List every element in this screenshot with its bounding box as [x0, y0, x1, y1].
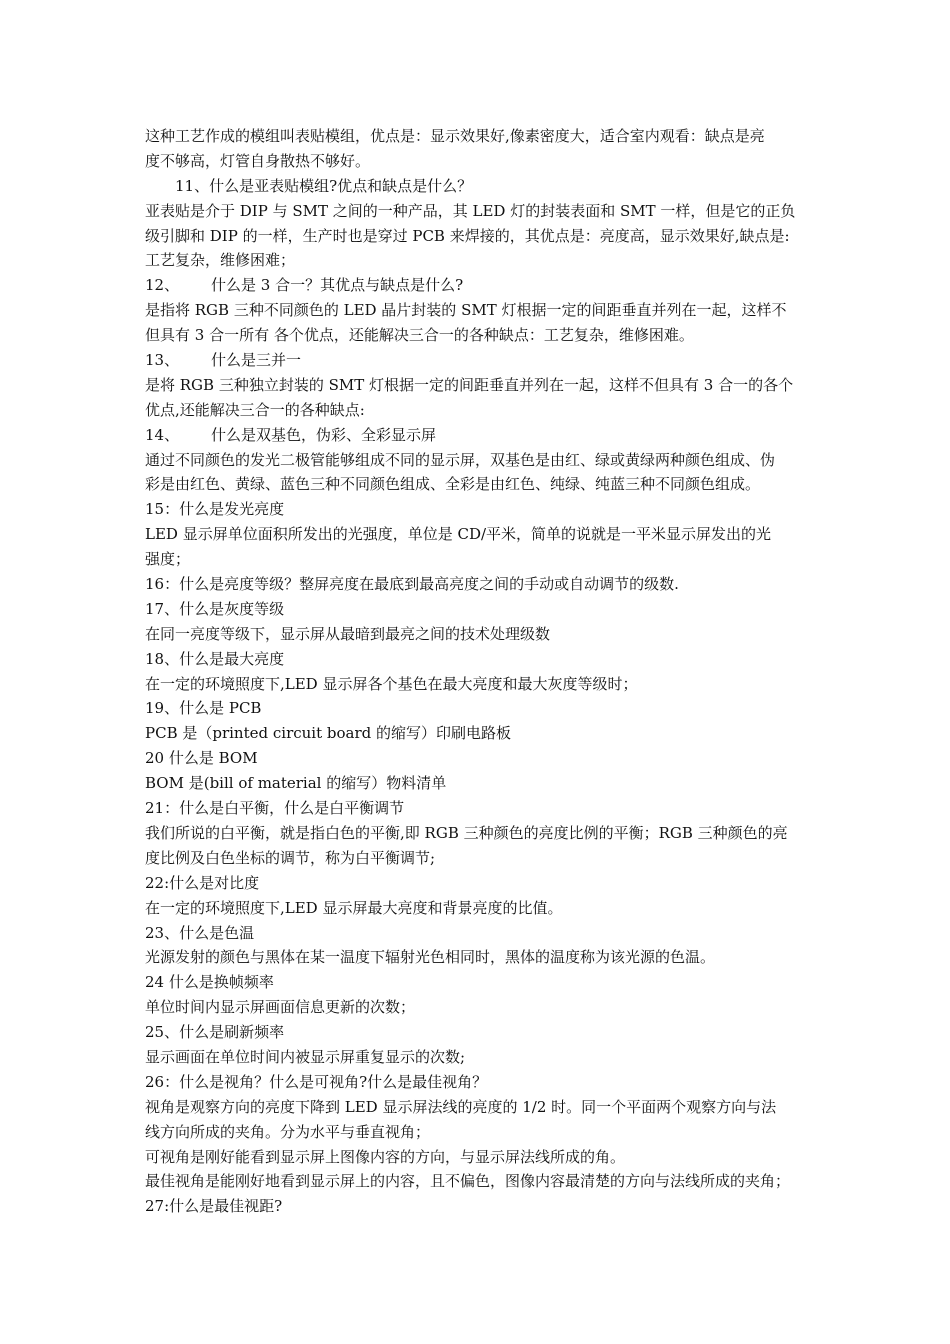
text-line	[145, 1020, 853, 1045]
text-line	[145, 423, 853, 448]
line-text: 15：什么是发光亮度	[145, 500, 285, 519]
line-text: 亚表贴是介于 DIP 与 SMT 之间的一种产品，其 LED 灯的封装表面和 SMT 一样，但是它的正负	[145, 201, 796, 220]
line-text: 27:什么是最佳视距?	[145, 1197, 283, 1216]
line-text: 光源发射的颜色与黑体在某一温度下辐射光色相同时，黑体的温度称为该光源的色温。	[145, 948, 716, 967]
text-line	[145, 572, 853, 597]
text-line	[145, 522, 853, 547]
text-line	[145, 846, 853, 871]
line-text: 20 什么是 BOM	[145, 749, 258, 768]
text-line	[145, 248, 853, 273]
text-line	[145, 995, 853, 1020]
text-line	[145, 871, 853, 896]
line-text: 什么是 3 合一？其优点与缺点是什么?	[211, 276, 464, 295]
line-text: 彩是由红色、黄绿、蓝色三种不同颜色组成、全彩是由红色、纯绿、纯蓝三种不同颜色组成。	[145, 475, 761, 494]
text-line	[145, 1169, 853, 1194]
text-line	[145, 398, 853, 423]
line-text: 这种工艺作成的模组叫表贴模组，优点是：显示效果好,像素密度大，适合室内观看：缺点是亮	[145, 127, 765, 145]
line-text: PCB 是（printed circuit board 的缩写）印刷电路板	[145, 724, 512, 743]
line-text: 线方向所成的夹角。分为水平与垂直视角；	[145, 1122, 431, 1141]
text-line	[145, 323, 853, 348]
text-line	[145, 696, 853, 721]
text-line	[145, 771, 853, 796]
line-text: LED 显示屏单位面积所发出的光强度，单位是 CD/平米，简单的说就是一平米显示屏发出的光	[145, 525, 772, 544]
text-line	[145, 373, 853, 398]
line-text: 是指将 RGB 三种不同颜色的 LED 晶片封装的 SMT 灯根据一定的间距垂直并列在一起，这样不	[145, 301, 787, 320]
line-text: 什么是三并一	[211, 351, 302, 370]
text-line	[145, 622, 853, 647]
line-text: 在一定的环境照度下,LED 显示屏各个基色在最大亮度和最大灰度等级时；	[145, 674, 638, 693]
text-line	[145, 970, 853, 995]
text-line	[145, 896, 853, 921]
text-line	[145, 647, 853, 672]
line-text: 优点,还能解决三合一的各种缺点:	[145, 400, 365, 419]
line-text: 可视角是刚好能看到显示屏上图像内容的方向，与显示屏法线所成的角。	[145, 1147, 626, 1166]
line-text: 度比例及白色坐标的调节，称为白平衡调节;	[145, 848, 436, 867]
text-line	[145, 1145, 853, 1170]
text-line	[145, 547, 853, 572]
line-text: 什么是双基色，伪彩、全彩显示屏	[211, 425, 437, 444]
text-line	[145, 124, 853, 149]
line-text: 通过不同颜色的发光二极管能够组成不同的显示屏，双基色是由红、绿或黄绿两种颜色组成、伪	[145, 450, 776, 469]
question-number: 12、	[145, 276, 180, 295]
text-line	[145, 721, 853, 746]
line-text: 我们所说的白平衡，就是指白色的平衡,即 RGB 三种颜色的亮度比例的平衡；RGB 三种颜色的亮	[145, 823, 788, 842]
question-number: 13、	[145, 351, 180, 370]
text-line	[145, 149, 853, 174]
text-line	[145, 1045, 853, 1070]
line-text: 17、什么是灰度等级	[145, 599, 285, 618]
line-text: 单位时间内显示屏画面信息更新的次数；	[145, 998, 416, 1017]
text-line	[145, 597, 853, 622]
question-number: 14、	[145, 425, 180, 444]
text-line	[145, 746, 853, 771]
line-text: 16：什么是亮度等级？整屏亮度在最底到最高亮度之间的手动或自动调节的级数.	[145, 575, 679, 594]
line-text: 度不够高，灯管自身散热不够好。	[145, 151, 371, 170]
text-line	[145, 672, 853, 697]
line-text: 强度；	[145, 550, 191, 569]
text-line	[145, 273, 853, 298]
line-text: 在一定的环境照度下,LED 显示屏最大亮度和背景亮度的比值。	[145, 898, 563, 917]
line-text: 21：什么是白平衡，什么是白平衡调节	[145, 799, 405, 818]
line-text: 视角是观察方向的亮度下降到 LED 显示屏法线的亮度的 1/2 时。同一个平面两个观察方向与法	[145, 1097, 777, 1116]
text-line	[145, 921, 853, 946]
line-text: 22:什么是对比度	[145, 873, 260, 892]
text-line	[145, 1095, 853, 1120]
line-text: BOM 是(bill of material 的缩写）物料清单	[145, 774, 447, 793]
line-text: 24 什么是换帧频率	[145, 973, 274, 992]
line-text: 但具有 3 合一所有 各个优点，还能解决三合一的各种缺点：工艺复杂，维修困难。	[145, 326, 694, 345]
text-line	[145, 497, 853, 522]
text-line	[145, 348, 853, 373]
line-text: 19、什么是 PCB	[145, 699, 262, 718]
line-text: 在同一亮度等级下，显示屏从最暗到最亮之间的技术处理级数	[145, 624, 551, 643]
text-line	[145, 796, 853, 821]
line-text: 显示画面在单位时间内被显示屏重复显示的次数;	[145, 1047, 466, 1066]
text-line	[145, 298, 853, 323]
text-line	[145, 1120, 853, 1145]
line-text: 18、什么是最大亮度	[145, 649, 285, 668]
line-text: 11、什么是亚表贴模组?优点和缺点是什么？	[175, 176, 473, 195]
text-line	[145, 1194, 853, 1219]
text-line	[145, 224, 853, 249]
text-line	[145, 945, 853, 970]
text-line	[145, 448, 853, 473]
text-line	[145, 174, 853, 199]
document-body	[145, 124, 853, 1219]
text-line	[145, 472, 853, 497]
line-text: 级引脚和 DIP 的一样，生产时也是穿过 PCB 来焊接的，其优点是：亮度高，显示效果好,缺点是:	[145, 226, 790, 245]
line-text: 23、什么是色温	[145, 923, 255, 942]
text-line	[145, 199, 853, 224]
line-text: 25、什么是刷新频率	[145, 1023, 285, 1042]
line-text: 是将 RGB 三种独立封装的 SMT 灯根据一定的间距垂直并列在一起，这样不但具有 3 合一的各个	[145, 375, 794, 394]
text-line	[145, 1070, 853, 1095]
line-text: 26：什么是视角？什么是可视角?什么是最佳视角？	[145, 1072, 488, 1091]
line-text: 工艺复杂，维修困难；	[145, 251, 296, 270]
text-line	[145, 821, 853, 846]
line-text: 最佳视角是能刚好地看到显示屏上的内容，且不偏色，图像内容最清楚的方向与法线所成的夹角；	[145, 1172, 791, 1191]
